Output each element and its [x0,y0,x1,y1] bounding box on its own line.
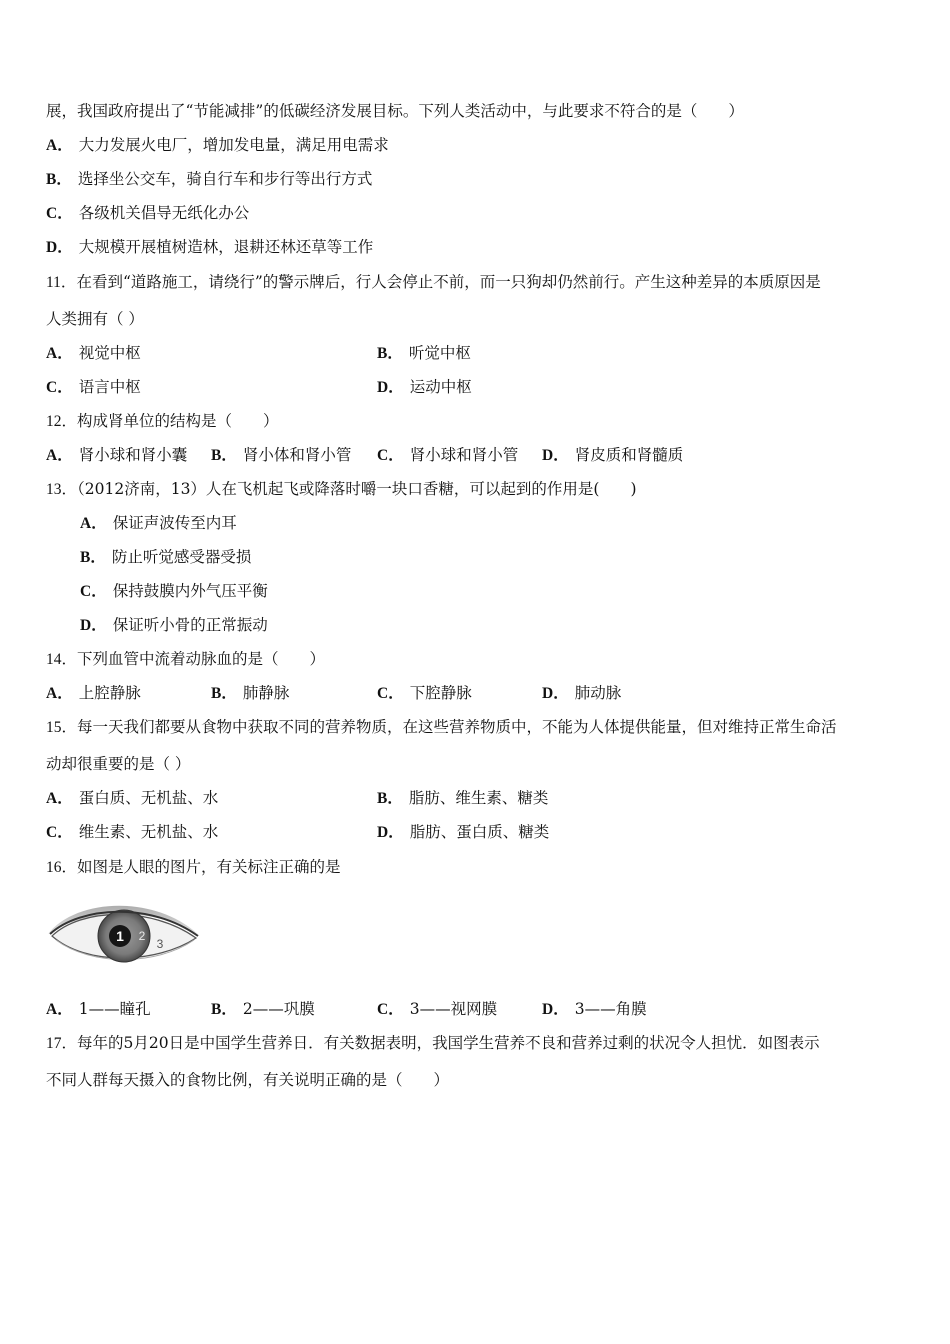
q14-option-b[interactable]: B． 肺静脉 [211,684,290,702]
q10-option-d[interactable]: D． 大规模开展植树造林，退耕还林还草等工作 [46,238,374,256]
q14-option-c[interactable]: C． 下腔静脉 [377,684,472,702]
q15-option-b[interactable]: B． 脂肪、维生素、糖类 [377,789,549,807]
q11-stem-line2: 人类拥有（ ） [46,310,144,328]
q16-option-a[interactable]: A． 1——瞳孔 [46,1000,151,1018]
q12-option-c[interactable]: C． 肾小球和肾小管 [377,446,519,464]
q13-option-b[interactable]: B． 防止听觉感受器受损 [80,548,252,566]
q17-stem-line2: 不同人群每天摄入的食物比例，有关说明正确的是（ ） [46,1071,450,1089]
q11-option-a[interactable]: A． 视觉中枢 [46,344,141,362]
q16-option-c[interactable]: C． 3——视网膜 [377,1000,498,1018]
q12-option-d[interactable]: D． 肾皮质和肾髓质 [542,446,684,464]
q12-option-b[interactable]: B． 肾小体和肾小管 [211,446,352,464]
q11-option-c[interactable]: C． 语言中枢 [46,378,141,396]
q12-option-a[interactable]: A． 肾小球和肾小囊 [46,446,188,464]
q16-stem: 16．如图是人眼的图片，有关标注正确的是 [46,858,341,876]
q10-option-c[interactable]: C． 各级机关倡导无纸化办公 [46,204,250,222]
q13-option-d[interactable]: D． 保证听小骨的正常振动 [80,616,268,634]
q16-option-d[interactable]: D． 3——角膜 [542,1000,647,1018]
label-3: 3 [156,937,164,951]
label-2: 2 [138,929,146,943]
label-1: 1 [116,928,124,944]
q15-option-a[interactable]: A． 蛋白质、无机盐、水 [46,789,219,807]
q11-option-d[interactable]: D． 运动中枢 [377,378,472,396]
q10-stem: 展，我国政府提出了“节能减排”的低碳经济发展目标。下列人类活动中，与此要求不符合的是（ ） [46,102,744,120]
q15-option-d[interactable]: D． 脂肪、蛋白质、糖类 [377,823,550,841]
eye-diagram [46,896,202,966]
q11-stem-line1: 11．在看到“道路施工，请绕行”的警示牌后，行人会停止不前，而一只狗却仍然前行。产生这种差异的本质原因是 [46,273,821,291]
q14-option-a[interactable]: A． 上腔静脉 [46,684,141,702]
q13-option-c[interactable]: C． 保持鼓膜内外气压平衡 [80,582,268,600]
q17-stem-line1: 17．每年的5月20日是中国学生营养日．有关数据表明，我国学生营养不良和营养过剩的状况令人担忧．如图表示 [46,1034,820,1052]
q14-option-d[interactable]: D． 肺动脉 [542,684,622,702]
q13-stem: 13．（2012济南，13）人在飞机起飞或降落时嚼一块口香糖，可以起到的作用是( ) [46,480,637,498]
q12-stem: 12．构成肾单位的结构是（ ） [46,412,279,430]
q14-stem: 14．下列血管中流着动脉血的是（ ） [46,650,326,668]
q13-option-a[interactable]: A． 保证声波传至内耳 [80,514,237,532]
q16-option-b[interactable]: B． 2——巩膜 [211,1000,315,1018]
q15-option-c[interactable]: C． 维生素、无机盐、水 [46,823,219,841]
q15-stem-line1: 15．每一天我们都要从食物中获取不同的营养物质，在这些营养物质中，不能为人体提供能量，但对维持正常生命活 [46,718,837,736]
q10-option-b[interactable]: B． 选择坐公交车，骑自行车和步行等出行方式 [46,170,373,188]
q10-option-a[interactable]: A． 大力发展火电厂，增加发电量，满足用电需求 [46,136,389,154]
q11-option-b[interactable]: B． 听觉中枢 [377,344,471,362]
q15-stem-line2: 动却很重要的是（ ） [46,755,191,773]
